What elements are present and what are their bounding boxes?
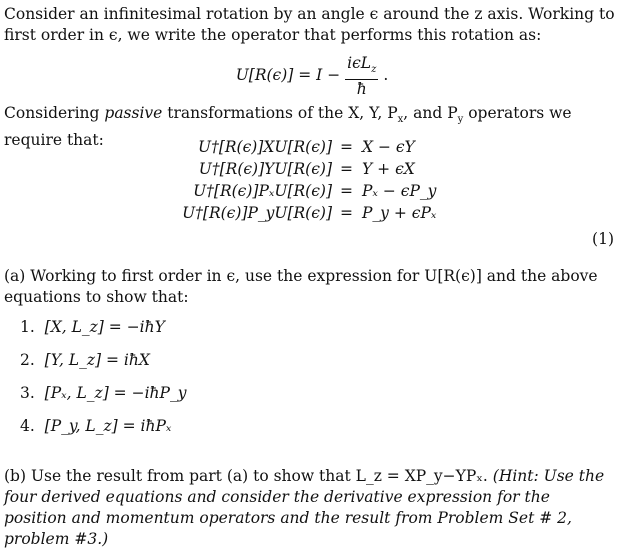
- equation-row: U†[R(ϵ)]YU[R(ϵ)] = Y + ϵX: [198, 160, 415, 178]
- operator-lhs: U[R(ϵ)] = I −: [235, 66, 341, 85]
- fraction: $\frac{i\epsilon L_z}{ħ}$: [347, 54, 377, 99]
- rotation-operator-equation: U[R(ϵ)] = I − $\frac{i\epsilon L_z}{ħ}$ .: [235, 54, 389, 99]
- equation-row: U†[R(ϵ)]XU[R(ϵ)] = X − ϵY: [198, 138, 415, 156]
- intro-paragraph: Consider an infinitesimal rotation by an angle ϵ around the z axis. Working to first order in ϵ, we write the operator that performs this rotation as:: [4, 5, 615, 44]
- list-item: 2. [Y, L_z] = iħX: [20, 351, 150, 369]
- list-item: 1. [X, L_z] = −iħY: [20, 318, 165, 336]
- equation-row: U†[R(ϵ)]PₓU[R(ϵ)] = Pₓ − ϵP_y: [193, 182, 437, 200]
- list-item: 4. [P_y, L_z] = iħPₓ: [20, 417, 172, 435]
- part-a-paragraph: (a) Working to first order in ϵ, use the expression for U[R(ϵ)] and the above equations to show that:: [4, 267, 598, 306]
- passive-word: passive: [104, 104, 163, 122]
- hint-text: (Hint: Use the four derived equations and consider the derivative expression for the position and momentum operators and the result from Problem Set # 2, problem #3.): [4, 467, 605, 548]
- passive-paragraph: Considering passive transformations of the X, Y, $P_x$, and $P_y$ operators we require that:: [4, 104, 572, 150]
- equation-row: U†[R(ϵ)]P_yU[R(ϵ)] = P_y + ϵPₓ: [182, 204, 437, 222]
- list-item: 3. [Pₓ, L_z] = −iħP_y: [20, 384, 187, 402]
- part-b-paragraph: (b) Use the result from part (a) to show that L_z = XP_y−YPₓ. (Hint: Use the four derived equations and consider the derivative expression for the position and momentum operators and the result from Problem Set # 2, problem #3.): [4, 467, 605, 548]
- equation-number: (1): [592, 230, 614, 248]
